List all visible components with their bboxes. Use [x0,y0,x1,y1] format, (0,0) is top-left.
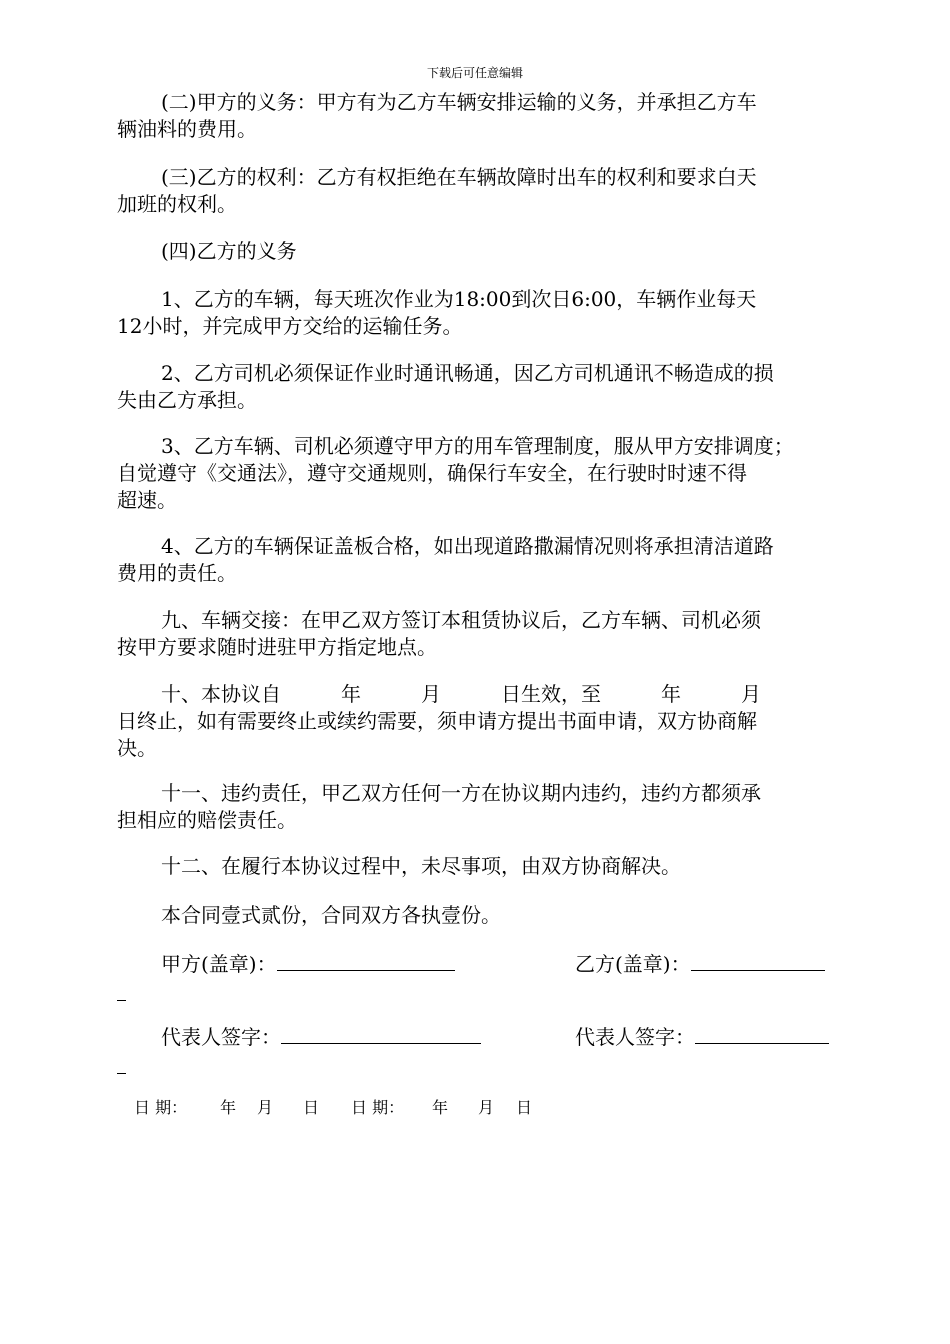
party-b-representative [575,1024,829,1051]
paragraph-line: 九、车辆交接：在甲乙双方签订本租赁协议后，乙方车辆、司机必须 [161,608,761,632]
paragraph-party-b-rights [117,164,837,218]
party-b-rep-label: 代表人签字： [575,1025,695,1049]
page-header: 下载后可任意编辑 [426,66,523,80]
party-a-seal-label: 甲方(盖章)： [161,952,277,976]
party-a-seal [161,951,455,978]
party-a-representative [161,1024,481,1051]
paragraph-line: 决。 [117,736,157,760]
paragraph-line: 12小时，并完成甲方交给的运输任务。 [117,314,463,338]
paragraph-line: 辆油料的费用。 [117,117,257,141]
paragraph-party-a-obligations [117,89,837,143]
paragraph-line: 十一、违约责任，甲乙双方任何一方在协议期内违约，违约方都须承 [161,781,761,805]
paragraph-line: (二)甲方的义务：甲方有为乙方车辆安排运输的义务，并承担乙方车 [161,90,757,114]
date-month-b: 月 [478,1098,495,1117]
party-b-seal-line-continued [117,981,126,1008]
party-b-seal [575,951,825,978]
paragraph-item-3 [117,433,837,514]
party-b-seal-label: 乙方(盖章)： [575,952,691,976]
paragraph-unresolved-matters [117,853,837,880]
paragraph-line: 按甲方要求随时进驻甲方指定地点。 [117,635,437,659]
paragraph-line: 超速。 [117,488,177,512]
party-b-rep-line[interactable] [695,1025,829,1044]
party-b-seal-line[interactable] [691,952,825,971]
paragraph-item-2 [117,360,837,414]
paragraph-line: 费用的责任。 [117,561,237,585]
paragraph-item-4 [117,533,837,587]
paragraph-line: 自觉遵守《交通法》，遵守交通规则，确保行车安全，在行驶时时速不得 [117,461,747,485]
paragraph-line: 十二、在履行本协议过程中，未尽事项，由双方协商解决。 [161,854,681,878]
paragraph-line: 本合同壹式贰份，合同双方各执壹份。 [161,903,501,927]
date-day-a: 日 [303,1098,320,1117]
party-b-rep-line-continued [117,1054,126,1081]
paragraph-breach-liability [117,780,837,834]
date-year-b: 年 [432,1098,449,1117]
date-label-a: 日 期： [134,1098,188,1117]
date-year-a: 年 [220,1098,237,1117]
paragraph-line: 十、本协议自 年 月 日生效，至 年 月 [161,682,761,706]
paragraph-line: (三)乙方的权利：乙方有权拒绝在车辆故障时出车的权利和要求白天 [161,165,757,189]
paragraph-line: 日终止，如有需要终止或续约需要，须申请方提出书面申请，双方协商解 [117,709,757,733]
paragraph-copies [117,902,837,929]
paragraph-vehicle-handover [117,607,837,661]
party-a-seal-line[interactable] [277,952,455,971]
paragraph-party-b-obligations-heading [117,238,837,265]
party-a-rep-label: 代表人签字： [161,1025,281,1049]
date-label-b: 日 期： [351,1098,405,1117]
paragraph-line: 担相应的赔偿责任。 [117,808,297,832]
paragraph-line: 3、乙方车辆、司机必须遵守甲方的用车管理制度，服从甲方安排调度； [161,434,794,458]
paragraph-line: (四)乙方的义务 [161,239,297,263]
paragraph-line: 失由乙方承担。 [117,388,257,412]
paragraph-line: 4、乙方的车辆保证盖板合格，如出现道路撒漏情况则将承担清洁道路 [161,534,774,558]
party-a-rep-line[interactable] [281,1025,481,1044]
paragraph-item-1 [117,286,837,340]
paragraph-line: 加班的权利。 [117,192,237,216]
rep-line-wrap [117,1055,126,1074]
seal-line-wrap [117,982,126,1001]
paragraph-line: 2、乙方司机必须保证作业时通讯畅通，因乙方司机通讯不畅造成的损 [161,361,774,385]
paragraph-line: 1、乙方的车辆，每天班次作业为18:00到次日6:00，车辆作业每天 [161,287,757,311]
date-month-a: 月 [257,1098,274,1117]
paragraph-agreement-term [117,681,837,762]
date-day-b: 日 [516,1098,533,1117]
